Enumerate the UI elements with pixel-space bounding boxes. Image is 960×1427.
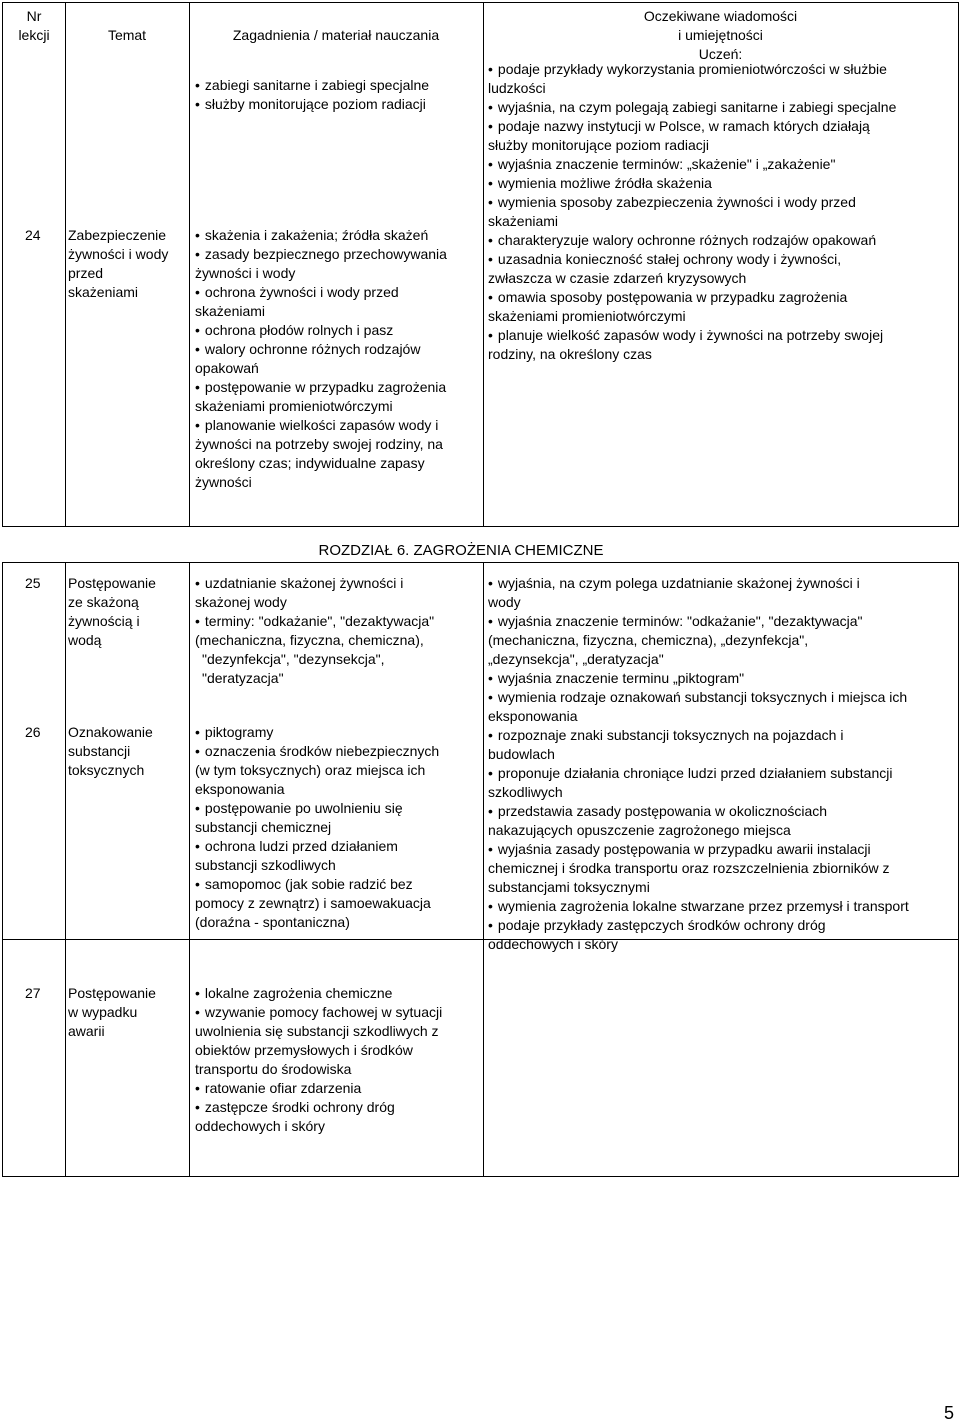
list-item: • wyjaśnia zasady postępowania w przypadku awarii instalacji (488, 840, 958, 859)
list-item: • samopomoc (jak sobie radzić bez (195, 875, 481, 894)
list-item: • wymienia sposoby zabezpieczenia żywności i wody przed (488, 193, 958, 212)
list-item-cont: eksponowania (195, 781, 285, 797)
list-item: • zasady bezpiecznego przechowywania (195, 245, 481, 264)
list-item: • wzywanie pomocy fachowej w sytuacji (195, 1003, 481, 1022)
list-item-cont: żywności i wody (195, 265, 296, 281)
list-item-cont: ludzkości (488, 80, 546, 96)
list-item: • zastępcze środki ochrony dróg (195, 1098, 481, 1117)
topic-line: żywnością i (68, 613, 140, 629)
list-item: • piktogramy (195, 723, 481, 742)
list-item-cont: eksponowania (488, 708, 578, 724)
list-item: • ochrona płodów rolnych i pasz (195, 321, 481, 340)
material-list-top (195, 76, 481, 114)
list-item-cont: "deratyzacja" (202, 670, 284, 686)
list-item: • uzdatnianie skażonej żywności i (195, 574, 481, 593)
header-skills-line1: Oczekiwane wiadomości (643, 8, 798, 24)
list-item: • wymienia możliwe źródła skażenia (488, 174, 958, 193)
list-item-cont: rodziny, na określony czas (488, 346, 652, 362)
list-item: • uzasadnia konieczność stałej ochrony wody i żywności, (488, 250, 958, 269)
list-item-cont: „dezynsekcja", „deratyzacja" (488, 651, 664, 667)
list-item-cont: określony czas; indywidualne zapasy (195, 455, 425, 471)
list-item-cont: chemicznej i środka transportu oraz rozszczelnienia zbiorników z (488, 860, 890, 876)
topic-line: żywności i wody (68, 246, 169, 262)
list-item-cont: substancji szkodliwych (195, 857, 336, 873)
list-item-cont: żywności (195, 474, 252, 490)
list-item: • terminy: "odkażanie", "dezaktywacja" (195, 612, 481, 631)
list-item: • planowanie wielkości zapasów wody i (195, 416, 481, 435)
list-item-cont: (w tym toksycznych) oraz miejsca ich (195, 762, 426, 778)
col-divider (189, 563, 190, 1176)
list-item: • zabiegi sanitarne i zabiegi specjalne (195, 76, 481, 95)
list-item: • wymienia zagrożenia lokalne stwarzane przez przemysł i transport (488, 897, 958, 916)
topic-line: przed (68, 265, 104, 281)
list-item: • wymienia rodzaje oznakowań substancji toksycznych i miejsca ich (488, 688, 958, 707)
col-divider (483, 563, 484, 1176)
list-item: • skażenia i zakażenia; źródła skażeń (195, 226, 481, 245)
list-item: • charakteryzuje walory ochronne różnych rodzajów opakowań (488, 231, 958, 250)
list-item-cont: oddechowych i skóry (488, 936, 618, 952)
topic-line: ze skażoną (68, 594, 139, 610)
topic-line: substancji (68, 743, 131, 759)
topic-line: wodą (68, 632, 102, 648)
topic-line: toksycznych (68, 762, 145, 778)
material-list (195, 984, 481, 1136)
list-item: • podaje nazwy instytucji w Polsce, w ramach których działają (488, 117, 958, 136)
skills-list (488, 60, 958, 364)
lesson-number: 24 (25, 227, 41, 243)
list-item: • wyjaśnia znaczenie terminów: "odkażanie", "dezaktywacja" (488, 612, 958, 631)
list-item-cont: nakazujących opuszczenie zagrożonego miejsca (488, 822, 791, 838)
header-temat: Temat (107, 27, 147, 43)
list-item-cont: "dezynfekcja", "dezynsekcja", (202, 651, 385, 667)
col-divider (65, 3, 66, 526)
header-nr (3, 7, 65, 45)
list-item: • postępowanie po uwolnieniu się (195, 799, 481, 818)
topic-line: awarii (68, 1023, 105, 1039)
list-item: • ochrona żywności i wody przed (195, 283, 481, 302)
lesson-topic (68, 574, 188, 650)
list-item: • przedstawia zasady postępowania w okolicznościach (488, 802, 958, 821)
col-divider (65, 563, 66, 1176)
list-item-cont: substancjami toksycznymi (488, 879, 650, 895)
col-divider (483, 3, 484, 526)
lesson-number: 27 (25, 985, 41, 1001)
topic-line: w wypadku (68, 1004, 138, 1020)
list-item-cont: transportu do środowiska (195, 1061, 352, 1077)
list-item-cont: (mechaniczna, fizyczna, chemiczna), (195, 632, 424, 648)
list-item-cont: obiektów przemysłowych i środków (195, 1042, 413, 1058)
list-item: • ochrona ludzi przed działaniem (195, 837, 481, 856)
list-item-cont: skażeniami promieniotwórczymi (195, 398, 393, 414)
topic-line: Oznakowanie (68, 724, 153, 740)
page-number: 5 (943, 1403, 954, 1423)
list-item-cont: żywności na potrzeby swojej rodziny, na (195, 436, 443, 452)
col-divider (189, 3, 190, 526)
list-item: • walory ochronne różnych rodzajów (195, 340, 481, 359)
lesson-topic (68, 723, 188, 780)
list-item-cont: szkodliwych (488, 784, 563, 800)
list-item-cont: substancji chemicznej (195, 819, 332, 835)
list-item: • proponuje działania chroniące ludzi przed działaniem substancji (488, 764, 958, 783)
list-item: • podaje przykłady zastępczych środków ochrony dróg (488, 916, 958, 935)
topic-line: Zabezpieczenie (68, 227, 167, 243)
list-item: • służby monitorujące poziom radiacji (195, 95, 481, 114)
topic-line: skażeniami (68, 284, 139, 300)
list-item-cont: służby monitorujące poziom radiacji (488, 137, 709, 153)
lesson-topic (68, 984, 188, 1041)
list-item: • wyjaśnia, na czym polegają zabiegi sanitarne i zabiegi specjalne (488, 98, 958, 117)
list-item-cont: zwłaszcza w czasie zdarzeń kryzysowych (488, 270, 747, 286)
list-item: • postępowanie w przypadku zagrożenia (195, 378, 481, 397)
material-list (195, 574, 481, 688)
list-item-cont: pomocy z zewnątrz) i samoewakuacja (195, 895, 431, 911)
lesson-table-top (2, 2, 959, 527)
list-item-cont: uwolnienia się substancji szkodliwych z (195, 1023, 439, 1039)
material-list (195, 226, 481, 492)
material-list (195, 723, 481, 932)
skills-list (488, 574, 958, 954)
list-item: • podaje przykłady wykorzystania promieniotwórczości w służbie (488, 60, 958, 79)
header-skills (483, 7, 958, 64)
lesson-table-bottom (2, 562, 959, 1177)
topic-line: Postępowanie (68, 575, 156, 591)
lesson-number: 25 (25, 575, 41, 591)
header-nr-line1: Nr (26, 8, 42, 24)
list-item: • wyjaśnia znaczenie terminów: „skażenie" i „zakażenie" (488, 155, 958, 174)
chapter-title: ROZDZIAŁ 6. ZAGROŻENIA CHEMICZNE (318, 542, 604, 559)
list-item-cont: budowlach (488, 746, 555, 762)
list-item-cont: (doraźna - spontaniczna) (195, 914, 350, 930)
list-item-cont: skażonej wody (195, 594, 287, 610)
list-item: • planuje wielkość zapasów wody i żywności na potrzeby swojej (488, 326, 958, 345)
list-item-cont: (mechaniczna, fizyczna, chemiczna), „dezynfekcja", (488, 632, 809, 648)
list-item-cont: oddechowych i skóry (195, 1118, 325, 1134)
list-item: • omawia sposoby postępowania w przypadku zagrożenia (488, 288, 958, 307)
list-item: • lokalne zagrożenia chemiczne (195, 984, 481, 1003)
topic-line: Postępowanie (68, 985, 156, 1001)
list-item-cont: skażeniami promieniotwórczymi (488, 308, 686, 324)
header-skills-line2: i umiejętności (678, 27, 763, 43)
list-item-cont: opakowań (195, 360, 259, 376)
lesson-topic (68, 226, 188, 302)
list-item: • ratowanie ofiar zdarzenia (195, 1079, 481, 1098)
list-item: • wyjaśnia, na czym polega uzdatnianie skażonej żywności i (488, 574, 958, 593)
list-item-cont: skażeniami (488, 213, 559, 229)
list-item-cont: skażeniami (195, 303, 266, 319)
list-item: • rozpoznaje znaki substancji toksycznych na pojazdach i (488, 726, 958, 745)
header-material: Zagadnienia / materiał nauczania (232, 27, 440, 43)
list-item: • wyjaśnia znaczenie terminu „piktogram" (488, 669, 958, 688)
header-skills-line3: Uczeń: (698, 46, 743, 62)
list-item-cont: wody (488, 594, 521, 610)
list-item: • oznaczenia środków niebezpiecznych (195, 742, 481, 761)
lesson-number: 26 (25, 724, 41, 740)
header-nr-line2: lekcji (18, 27, 50, 43)
